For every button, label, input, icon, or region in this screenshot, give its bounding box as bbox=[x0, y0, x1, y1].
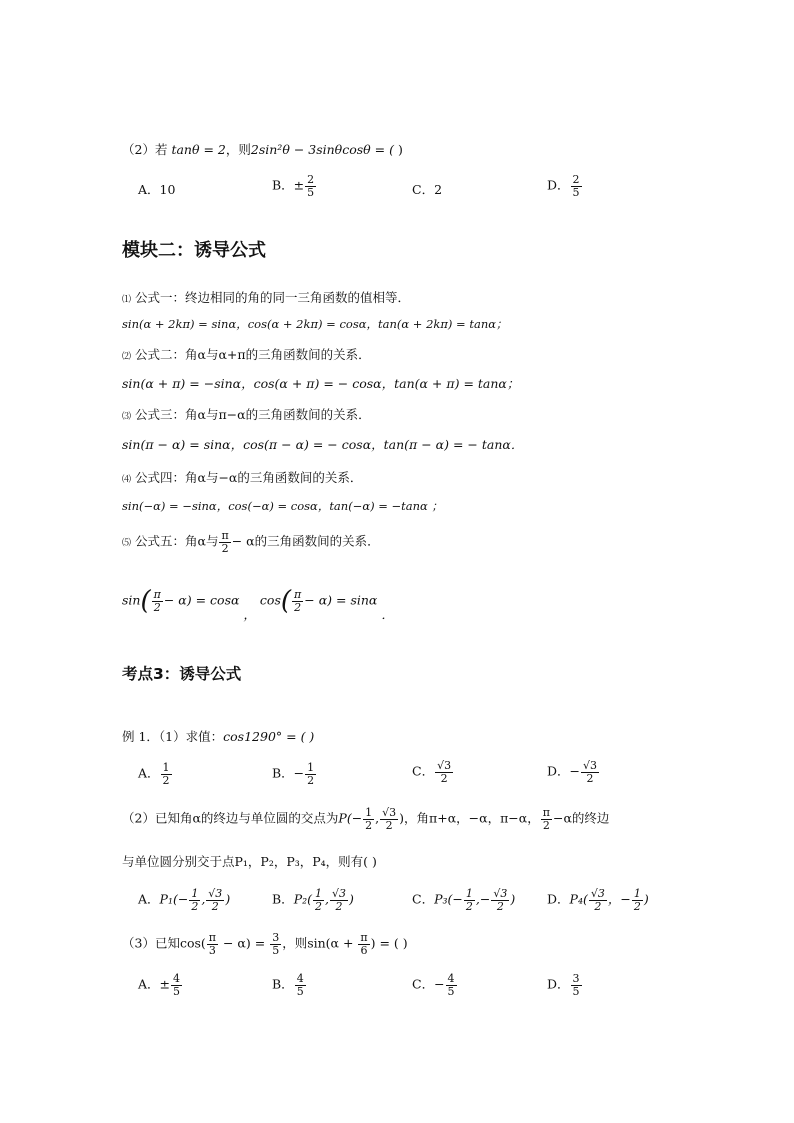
module-title: 模块二：诱导公式 bbox=[122, 240, 266, 261]
ex1-option-a: A． $\frac{1}{2}$ bbox=[138, 761, 170, 787]
keypoint-title: 考点3：诱导公式 bbox=[122, 665, 242, 683]
ex3-option-a: A．± $\frac{4}{5}$ bbox=[138, 972, 181, 998]
ex2-option-d: D．P₄( $\frac{√3}{2}$ ，− $\frac{1}{2}$ ) bbox=[547, 887, 649, 913]
option-a: A．10 bbox=[138, 182, 176, 197]
option-b: B．± $\frac{2}{5}$ bbox=[272, 173, 315, 199]
formula-2-eq: sin(α + π) = −sinα，cos(α + π) = − cosα，tan(α + π) = tanα； bbox=[122, 376, 520, 391]
question-expression: 2sin²θ − 3sinθcosθ = ( bbox=[250, 142, 394, 157]
question-2 bbox=[122, 140, 403, 158]
ex1-option-d: D．− $\frac{√3}{2}$ bbox=[547, 759, 598, 785]
ex3-option-b: B． $\frac{4}{5}$ bbox=[272, 972, 304, 998]
question-blank: ) bbox=[393, 142, 403, 157]
formula-1-eq: sin(α + 2kπ) = sinα，cos(α + 2kπ) = cosα，tan(α + 2kπ) = tanα； bbox=[122, 317, 508, 331]
ex3-option-d: D． $\frac{3}{5}$ bbox=[547, 972, 580, 998]
ex2-option-c: C．P₃(− $\frac{1}{2}$ ,− $\frac{√3}{2}$ ) bbox=[412, 887, 516, 913]
given-condition: tanθ = 2 bbox=[171, 142, 226, 157]
formula-4-desc: ⑷ 公式四：角α与−α的三角函数间的关系． bbox=[122, 470, 363, 485]
ex2-option-a: A．P₁(− $\frac{1}{2}$ , $\frac{√3}{2}$ ) bbox=[138, 887, 231, 913]
example-1-part-1: 例 1．（1）求值：cos1290° = ( ) bbox=[122, 729, 315, 744]
option-d: D． $\frac{2}{5}$ bbox=[547, 173, 580, 199]
example-1-part-2-line2: 与单位圆分别交于点P₁，P₂，P₃，P₄，则有( ) bbox=[122, 854, 377, 869]
ex2-option-b: B．P₂( $\frac{1}{2}$ , $\frac{√3}{2}$ ) bbox=[272, 887, 354, 913]
example-1-part-2: （2）已知角α的终边与单位圆的交点为P(− $\frac{1}{2}$ , $\frac{√3}{2}$ )，角π+α，−α，π−α， $\frac{\pi}{2}$ −α的终边 bbox=[122, 806, 610, 832]
option-c: C．2 bbox=[412, 182, 443, 197]
ex3-option-c: C．− $\frac{4}{5}$ bbox=[412, 972, 455, 998]
ex1-option-b: B．− $\frac{1}{2}$ bbox=[272, 761, 315, 787]
formula-4-eq: sin(−α) = −sinα，cos(−α) = cosα，tan(−α) = −tanα ； bbox=[122, 499, 443, 513]
question-prefix: （2）若 bbox=[122, 142, 168, 157]
formula-1-desc: ⑴ 公式一：终边相同的角的同一三角函数的值相等． bbox=[122, 290, 411, 305]
example-1-part-3: （3）已知cos( $\frac{\pi}{3}$ − α) = $\frac{3}{5}$ ，则sin(α + $\frac{\pi}{6}$ ) = ( ) bbox=[122, 931, 408, 957]
formula-3-eq: sin(π − α) = sinα，cos(π − α) = − cosα，tan(π − α) = − tanα． bbox=[122, 437, 524, 452]
formula-5-eq: sin( $\frac{\pi}{2}$ − α) = cosα ， cos( $\frac{\pi}{2}$ − α) = sinα ． bbox=[122, 586, 394, 622]
question-mid: ，则 bbox=[225, 142, 251, 157]
formula-2-desc: ⑵ 公式二：角α与α+π的三角函数间的关系． bbox=[122, 347, 371, 362]
formula-5-desc: ⑸ 公式五：角α与 $\frac{\pi}{2}$ − α的三角函数间的关系． bbox=[122, 529, 380, 555]
ex1-option-c: C． $\frac{√3}{2}$ bbox=[412, 759, 452, 785]
formula-3-desc: ⑶ 公式三：角α与π−α的三角函数间的关系． bbox=[122, 407, 371, 422]
